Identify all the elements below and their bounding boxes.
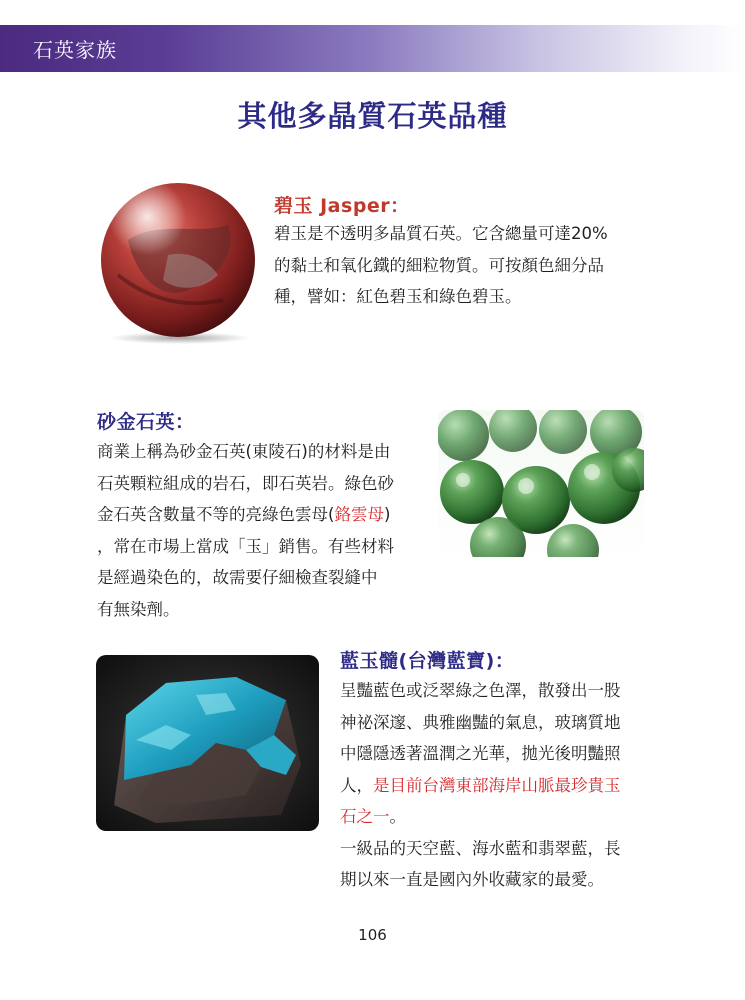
chrysocolla-line-4 [340,770,621,802]
chrysocolla-line-2: 神祕深邃、典雅幽豔的氣息，玻璃質地 [340,712,621,732]
jasper-line-2: 的黏土和氧化鐵的細粒物質。可按顏色細分品 [274,255,604,275]
chrysocolla-emphasis-2: 石之一 [340,807,390,826]
chrysocolla-line-1: 呈豔藍色或泛翠綠之色澤，散發出一股 [340,681,621,700]
aventurine-line-1: 商業上稱為砂金石英(東陵石)的材料是由 [97,442,391,461]
chrysocolla-heading: 藍玉髓(台灣藍寶)： [340,650,515,672]
aventurine-line-3-close: ) [383,505,391,524]
jasper-line-1: 碧玉是不透明多晶質石英。它含總量可達20% [274,224,608,243]
aventurine-beads-image [438,410,644,557]
jasper-sphere-image [98,180,258,345]
aventurine-line-5: 是經過染色的，故需要仔細檢查裂縫中 [97,568,378,587]
aventurine-line-2: 石英顆粒組成的岩石，即石英岩。綠色砂 [97,473,394,493]
aventurine-line-3 [97,499,394,531]
chrysocolla-line-4-text: 人， [340,775,373,795]
chrysocolla-line-7: 期以來一直是國內外收藏家的最愛。 [340,870,604,889]
chrysocolla-line-5-text: 。 [389,807,406,826]
chrysocolla-line-5 [340,801,621,833]
page-title: 其他多晶質石英品種 [237,99,508,133]
chrysocolla-line-3: 中隱隱透著溫潤之光華，拋光後明豔照 [340,744,621,763]
chrome-mica-term: 鉻雲母 [334,505,384,524]
chrysocolla-description [340,675,621,896]
jasper-line-3: 種，譬如：紅色碧玉和綠色碧玉。 [274,287,522,306]
jasper-heading: 碧玉 Jasper： [274,195,410,217]
section-title: 石英家族 [33,38,117,62]
aventurine-line-4: ，常在市場上當成「玉」銷售。有些材料 [97,536,394,556]
chrysocolla-line-6: 一級品的天空藍、海水藍和翡翠藍，長 [340,838,621,858]
aventurine-description [97,436,394,625]
section-header-band [0,25,745,72]
page-number: 106 [358,926,387,944]
jasper-description [274,218,608,313]
chrysocolla-emphasis-1: 是目前台灣東部海岸山脈最珍貴玉 [373,775,621,795]
aventurine-line-3-text: 金石英含數量不等的亮綠色雲母( [97,505,335,524]
chrysocolla-rough-image [96,655,319,831]
aventurine-line-6: 有無染劑。 [97,599,180,619]
aventurine-heading: 砂金石英： [97,411,195,433]
